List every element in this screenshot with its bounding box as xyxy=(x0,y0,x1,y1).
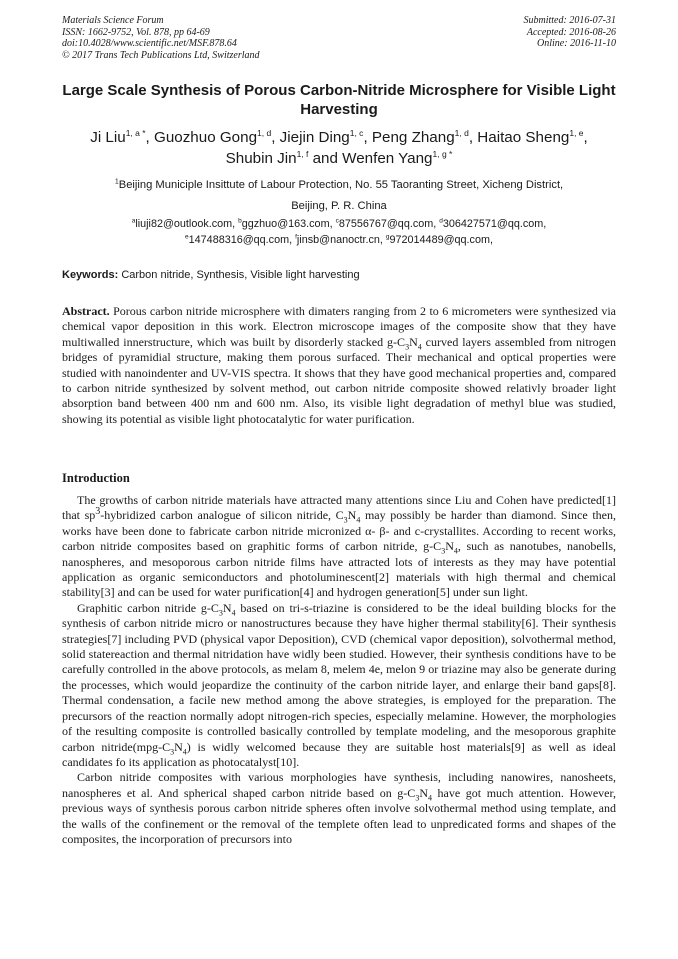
keywords-label: Keywords: xyxy=(62,269,119,281)
author-list xyxy=(62,127,616,169)
paragraph-text: Graphitic carbon nitride g-C xyxy=(77,600,219,615)
section-heading-introduction: Introduction xyxy=(62,471,130,485)
email-address: ggzhuo@163.com xyxy=(241,218,330,230)
author-affil-marker: 1, a * xyxy=(125,127,146,138)
article-doi: doi:10.4028/www.scientific.net/MSF.878.64 xyxy=(62,38,237,49)
author-name: Wenfen Yang xyxy=(342,150,433,167)
paragraph xyxy=(62,770,616,847)
chem-subscript: 4 xyxy=(231,608,236,618)
abstract-text: Porous carbon nitride microsphere with dimaters ranging from 2 to 6 micrometers were synthesized via chemical vapor deposition in this work. Electron microscope images of the composite show that they have multiwalled innerstructure, which was built by disorderly stacked g-C xyxy=(62,304,617,349)
email-marker: b xyxy=(238,217,242,225)
author-separator: , xyxy=(363,129,372,146)
email-separator: , xyxy=(232,218,239,230)
keywords xyxy=(62,268,616,282)
affiliation-line-1: Beijing Municiple Insittute of Labour Protection, No. 55 Taoranting Street, Xicheng District, xyxy=(118,179,564,191)
paragraph-text: Carbon nitride composites with various morphologies have synthesis, including nanowires, nanosheets, nanospheres et al. And spherical shaped carbon nitride based on g-C xyxy=(62,770,616,800)
chem-subscript: 3 xyxy=(405,342,410,352)
affiliation xyxy=(62,175,616,217)
chem-subscript: 3 xyxy=(170,746,175,756)
author-separator: , xyxy=(271,129,280,146)
author-affil-marker: 1, c xyxy=(349,127,364,138)
accepted-date: Accepted: 2016-08-26 xyxy=(526,26,616,38)
affiliation-marker: 1 xyxy=(114,178,119,186)
paragraph xyxy=(62,493,616,601)
affiliation-line-2: Beijing, P. R. China xyxy=(291,200,387,212)
header-right xyxy=(524,15,617,50)
email-address: liuji82@outlook.com xyxy=(135,218,233,230)
journal-issn: ISSN: 1662-9752, Vol. 878, pp 64-69 xyxy=(62,26,210,38)
author-affil-marker: 1, g * xyxy=(432,148,453,159)
author-name: Peng Zhang xyxy=(371,129,455,146)
paragraph-text: , such as nanotubes, nanobells, nanospheres, and mesoporous carbon nitride films have attracted lots of interests as they may have potential application as organic semiconductors and photoluminescent[2] materials with high thermal and chemical stability[3] and can be used for water purification[4] and hydrogen generation[5] under sun light. xyxy=(62,539,617,600)
copyright-line: © 2017 Trans Tech Publications Ltd, Switzerland xyxy=(62,49,260,61)
chem-subscript: 3 xyxy=(415,793,420,803)
chem-subscript: 4 xyxy=(453,546,458,556)
email-address: jinsb@nanoctr.cn xyxy=(296,234,380,246)
abstract xyxy=(62,304,616,427)
author-affil-marker: 1, d xyxy=(454,127,469,138)
email-address: 87556767@qq.com xyxy=(338,218,434,230)
email-marker: f xyxy=(295,233,297,241)
email-separator: , xyxy=(379,234,386,246)
chem-subscript: 3 xyxy=(218,608,223,618)
paragraph-text: have got much attention. However, previous ways of synthesis porous carbon nitride spheres often involve solvothermal method using template, and the walls of the confinement or the removal of the templete often lead to unpredicated forms and shapes of the composites, the incorporation of precursors into xyxy=(62,785,616,846)
chem-element: N xyxy=(174,739,183,754)
email-list xyxy=(62,216,616,248)
email-separator: , xyxy=(489,234,493,246)
email-address: 147488316@qq.com xyxy=(188,234,290,246)
chem-subscript: 4 xyxy=(356,515,361,525)
chem-element: N xyxy=(347,508,357,523)
keywords-text: Carbon nitride, Synthesis, Visible light harvesting xyxy=(121,269,360,281)
email-marker: d xyxy=(439,217,443,225)
email-address: 972014489@qq.com xyxy=(389,234,490,246)
paragraph-text: may possibly be harder than diamond. Since then, works have been done to fabricate carbon nitride micronized α- β- and c-crystallites. According to recent works, carbon nitride composites based on graphitic forms of carbon nitride, g-C xyxy=(62,508,616,554)
author-separator: , xyxy=(583,129,588,146)
paragraph xyxy=(62,601,616,770)
author-name: Guozhuo Gong xyxy=(154,129,258,146)
paragraph-text: -hybridized carbon analogue of silicon nitride, C xyxy=(100,508,344,523)
author-separator: and xyxy=(308,150,343,167)
journal-header xyxy=(62,15,616,63)
abstract-text: curved layers assembled from nitrogen bridges of pyramidial structure, making them porous surfaced. Their mechanical and optical properties were studied with nanoindenter and UV-VIS spectra. It shows that they have good mechanical properties and, compared to carbon nitride synthesized by solvent method, out carbon nitride composite showed relativly broader light absorption band between 400 nm and 600 nm. Also, its visible light degradation of methyl blue was studied, showing its potential as visible light photocatalytic for water purification. xyxy=(62,334,617,426)
email-separator: , xyxy=(289,234,296,246)
author-separator: , xyxy=(468,129,478,146)
paragraph-text: The growths of carbon nitride materials have attracted many attentions since Liu and Cohen have predicted[1] that sp xyxy=(62,493,616,523)
email-separator: , xyxy=(433,218,440,230)
author-affil-marker: 1, f xyxy=(296,148,309,159)
introduction-body xyxy=(62,493,616,847)
submitted-date: Submitted: 2016-07-31 xyxy=(523,15,616,26)
author-separator: , xyxy=(145,129,154,146)
author-affil-marker: 1, d xyxy=(257,127,272,138)
author-name: Ji Liu xyxy=(90,129,126,146)
chem-subscript: 3 xyxy=(441,546,446,556)
chem-subscript: 4 xyxy=(182,746,187,756)
author-name: Haitao Sheng xyxy=(477,129,570,146)
email-address: 306427571@qq.com xyxy=(442,218,544,230)
author-affil-marker: 1, e xyxy=(569,127,584,138)
email-marker: c xyxy=(335,217,339,225)
author-name: Shubin Jin xyxy=(225,150,297,167)
chem-element: N xyxy=(222,600,232,615)
email-separator: , xyxy=(543,218,547,230)
abstract-label: Abstract. xyxy=(62,304,110,318)
email-marker: e xyxy=(185,233,189,241)
paragraph-text: based on tri-s-triazine is considered to be the ideal building blocks for the synthesis of carbon nitride micro or nanostructures because they have higher thermal stability[6]. Their synthesis strategies[7] including PVD (physical vapor Deposition), CVD (chemical vapor deposition), solvothermal method, solid statereaction and thermal nitridation have widly been studied. However, their synthesis conditions have to be carefully controlled in the above protocols, as melam 8, melem 4e, melon 9 or triazine may also be generate during the processes, which would jeopardize the continuity of the carbon nitride layer, and enlarge their band gaps[8]. Thermal condensation, a facile new method among the above strategies, is employed for the preparation. The precursors of the reaction normally adopt nitrogen-rich species, especially melamine. However, the morphologies of the resulting composite is controlled basically controlled by template modeling, and the mesoporous graphite carbon nitride(mpg-C xyxy=(62,600,617,754)
chem-subscript: 4 xyxy=(427,793,432,803)
chem-subscript: 3 xyxy=(343,515,348,525)
header-left xyxy=(62,15,260,61)
chem-subscript: 4 xyxy=(417,342,422,352)
chem-superscript: 3 xyxy=(95,506,101,518)
journal-name: Materials Science Forum xyxy=(62,15,164,26)
paragraph-text: ) is widly welcomed because they are suitable host materials[9] as well as ideal candidates fo its application as photocatalyst[10]. xyxy=(62,739,616,769)
email-marker: g xyxy=(385,233,390,241)
email-separator: , xyxy=(329,218,336,230)
chem-element: N xyxy=(409,334,418,349)
online-date: Online: 2016-11-10 xyxy=(537,38,616,49)
chem-element: N xyxy=(445,539,454,554)
email-marker: a xyxy=(131,217,136,225)
author-name: Jiejin Ding xyxy=(279,129,350,146)
chem-element: N xyxy=(419,785,428,800)
paper-title: Large Scale Synthesis of Porous Carbon-Nitride Microsphere for Visible Light Harvesting xyxy=(62,82,616,118)
